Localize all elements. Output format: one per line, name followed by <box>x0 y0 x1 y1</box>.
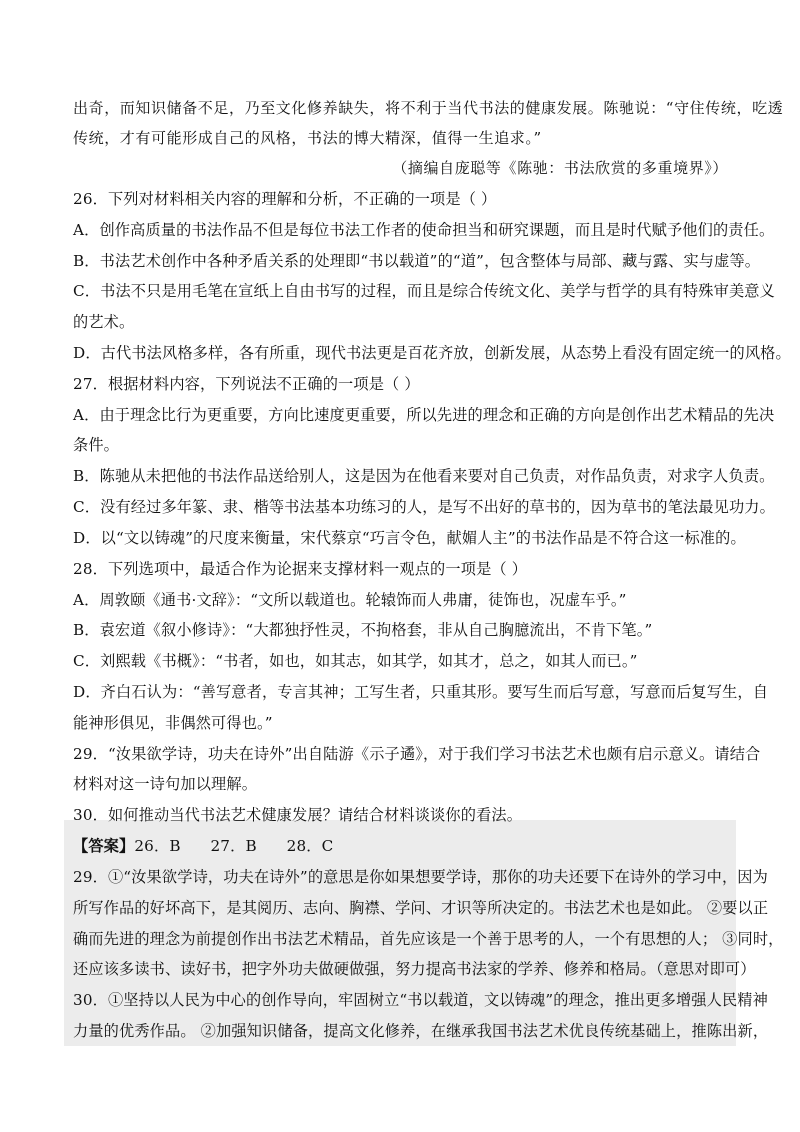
question-28-option-c: C．刘熙载《书概》：“书者，如也，如其志，如其学，如其才，总之，如其人而已。” <box>73 652 638 670</box>
question-29-stem: 29．“汝果欲学诗，功夫在诗外”出自陆游《示子遹》，对于我们学习书法艺术也颇有启示意义。请结合 <box>73 745 761 763</box>
question-28-option-d-cont: 能神形俱见，非偶然可得也。” <box>73 714 273 732</box>
question-27-option-a-cont: 条件。 <box>73 436 120 454</box>
answer-mc-line <box>73 836 333 856</box>
question-27-stem: 27．根据材料内容，下列说法不正确的一项是（ ） <box>73 375 420 393</box>
answer-mc-values: 26．B 27．B 28．C <box>134 837 334 855</box>
answer-29-line: 确而先进的理念为前提创作出书法艺术精品，首先应该是一个善于思考的人，一个有思想的人； ③同时， <box>73 930 784 948</box>
answer-tag: 【答案】 <box>73 837 135 855</box>
question-27-option-a: A．由于理念比行为更重要，方向比速度更重要，所以先进的理念和正确的方向是创作出艺术精品的先决 <box>73 406 775 424</box>
answer-29-line: 29．①“汝果欲学诗，功夫在诗外”的意思是你如果想要学诗，那你的功夫还要下在诗外的学习中，因为 <box>73 868 768 886</box>
question-26-option-c: C．书法不只是用毛笔在宣纸上自由书写的过程，而且是综合传统文化、美学与哲学的具有特殊审美意义 <box>73 282 775 300</box>
question-30-stem: 30．如何推动当代书法艺术健康发展？请结合材料谈谈你的看法。 <box>73 806 523 824</box>
question-26-option-a: A．创作高质量的书法作品不但是每位书法工作者的使命担当和研究课题，而且是时代赋予他们的责任。 <box>73 221 775 239</box>
answer-29-line: 所写作品的好坏高下，是其阅历、志向、胸襟、学问、才识等所决定的。书法艺术也是如此。 ②要以正 <box>73 899 769 917</box>
question-27-option-d: D．以“文以铸魂”的尺度来衡量，宋代蔡京“巧言令色，献媚人主”的书法作品是不符合这一标准的。 <box>73 529 746 547</box>
question-26-stem: 26．下列对材料相关内容的理解和分析，不正确的一项是（ ） <box>73 190 497 208</box>
question-27-option-c: C．没有经过多年篆、隶、楷等书法基本功练习的人，是写不出好的草书的，因为草书的笔法最见功力。 <box>73 498 775 516</box>
answer-30-line: 力量的优秀作品。 ②加强知识储备，提高文化修养，在继承我国书法艺术优良传统基础上，推陈出新， <box>73 1022 769 1040</box>
passage-source: （摘编自庞聪等《陈驰：书法欣赏的多重境界》） <box>392 159 728 177</box>
question-28-stem: 28．下列选项中，最适合作为论据来支撑材料一观点的一项是（ ） <box>73 560 528 578</box>
passage-line: 出奇，而知识储备不足，乃至文化修养缺失，将不利于当代书法的健康发展。陈驰说：“守住传统，吃透 <box>73 99 784 117</box>
question-29-stem-cont: 材料对这一诗句加以理解。 <box>73 775 258 793</box>
question-26-option-b: B．书法艺术创作中各种矛盾关系的处理即“书以载道”的“道”，包含整体与局部、藏与露、实与虚等。 <box>73 252 761 270</box>
question-28-option-a: A．周敦颐《通书·文辞》：“文所以载道也。轮辕饰而人弗庸，徒饰也，况虚车乎。” <box>73 591 627 609</box>
answer-30-line: 30．①坚持以人民为中心的创作导向，牢固树立“书以载道，文以铸魂”的理念，推出更多增强人民精神 <box>73 991 768 1009</box>
question-28-option-b: B．袁宏道《叙小修诗》：“大都独抒性灵，不拘格套，非从自己胸臆流出，不肯下笔。” <box>73 621 653 639</box>
passage-line: 传统，才有可能形成自己的风格，书法的博大精深，值得一生追求。” <box>73 129 542 147</box>
question-27-option-b: B．陈驰从未把他的书法作品送给别人，这是因为在他看来要对自己负责，对作品负责，对求字人负责。 <box>73 467 775 485</box>
question-28-option-d: D．齐白石认为：“善写意者，专言其神；工写生者，只重其形。要写生而后写意，写意而后复写生，自 <box>73 683 769 701</box>
question-26-option-d: D．古代书法风格多样，各有所重，现代书法更是百花齐放，创新发展，从态势上看没有固定统一的风格。 <box>73 344 791 362</box>
question-26-option-c-cont: 的艺术。 <box>73 313 135 331</box>
answer-29-line: 还应该多读书、读好书，把字外功夫做硬做强，努力提高书法家的学养、修养和格局。（意思对即可） <box>73 960 756 978</box>
